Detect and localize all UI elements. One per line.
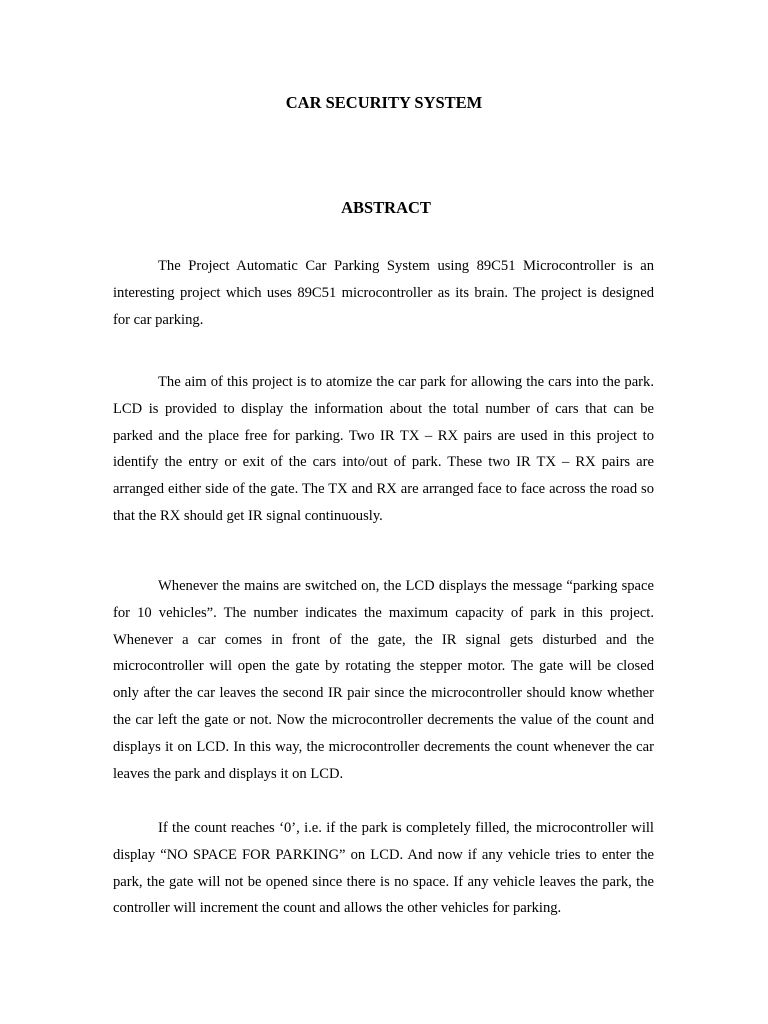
abstract-paragraph-4: If the count reaches ‘0’, i.e. if the park is completely filled, the microcontroller will display “NO SPACE FOR PARKING” on LCD. And now if any vehicle tries to enter the park, the gate will not be opened since there is no space. If any vehicle leaves the park, the controller will increment the count and allows the other vehicles for parking.: [113, 820, 654, 917]
document-title: CAR SECURITY SYSTEM: [285, 93, 483, 112]
abstract-paragraph-3: Whenever the mains are switched on, the LCD displays the message “parking space for 10 vehicles”. The number indicates the maximum capacity of park in this project. Whenever a car comes in front of the gate, the IR signal gets disturbed and the microcontroller will open the gate by rotating the stepper motor. The gate will be closed only after the car leaves the second IR pair since the microcontroller should know whether the car left the gate or not. Now the microcontroller decrements the value of the count and displays it on LCD. In this way, the microcontroller decrements the count whenever the car leaves the park and displays it on LCD.: [113, 578, 654, 782]
abstract-paragraph-2: The aim of this project is to atomize the car park for allowing the cars into the park. LCD is provided to display the information about the total number of cars that can be parked and the place free for parking. Two IR TX – RX pairs are used in this project to identify the entry or exit of the cars into/out of park. These two IR TX – RX pairs are arranged either side of the gate. The TX and RX are arranged face to face across the road so that the RX should get IR signal continuously.: [113, 374, 654, 524]
abstract-heading: ABSTRACT: [341, 198, 431, 217]
abstract-paragraph-1: The Project Automatic Car Parking System using 89C51 Microcontroller is an interesting project which uses 89C51 microcontroller as its brain. The project is designed for car parking.: [113, 258, 654, 328]
